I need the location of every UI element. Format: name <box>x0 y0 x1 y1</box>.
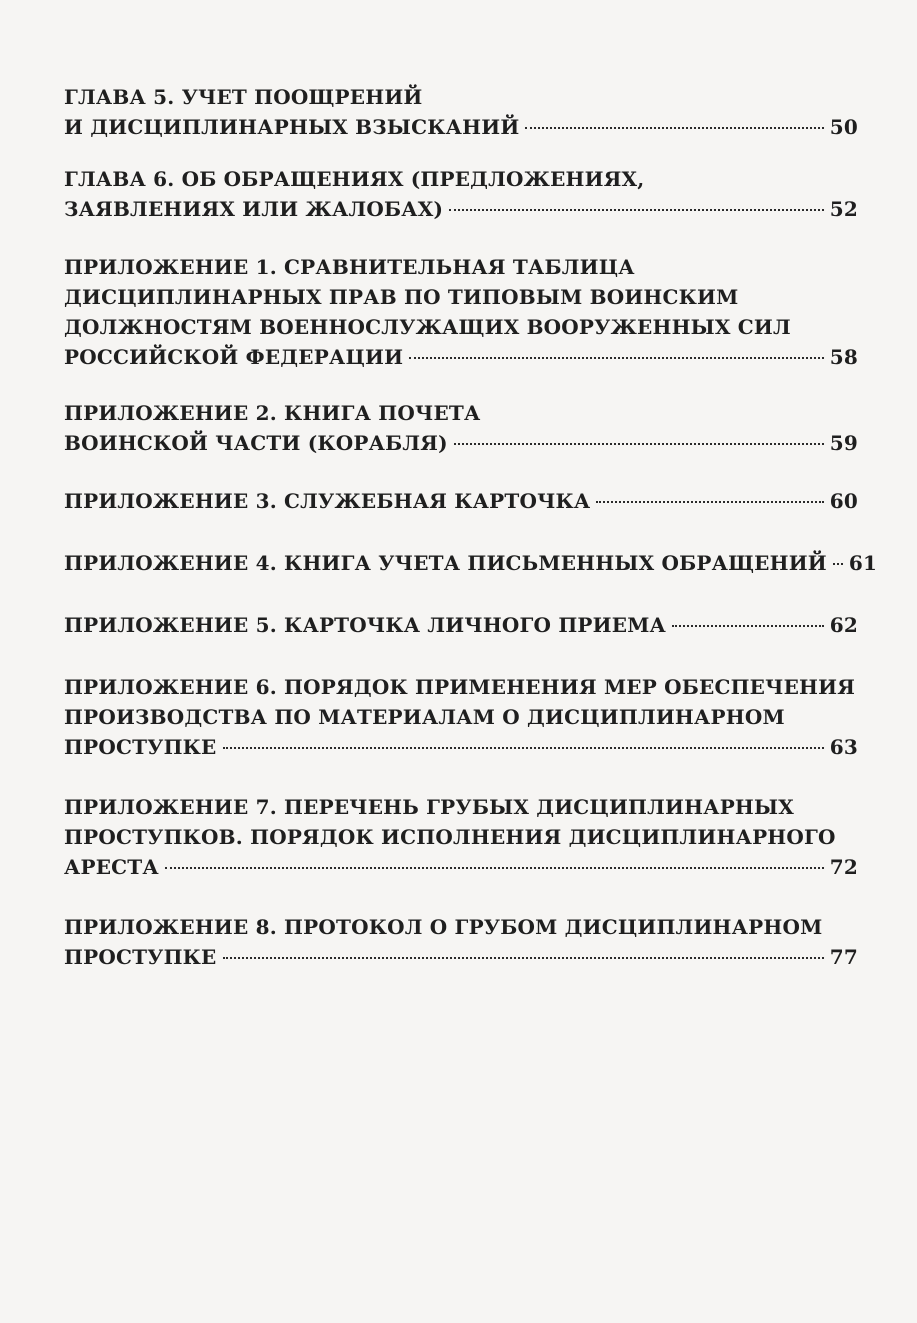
dot-leader <box>596 501 823 503</box>
toc-entry-appendix-3 <box>64 486 858 516</box>
toc-entry-last-line <box>64 548 878 578</box>
page-number: 77 <box>829 945 858 969</box>
dot-leader <box>672 625 824 627</box>
toc-entry-appendix-6 <box>64 672 858 762</box>
toc-entry-last-line <box>64 194 858 224</box>
dot-leader <box>525 127 823 129</box>
toc-entry-line: ПРОСТУПКОВ. ПОРЯДОК ИСПОЛНЕНИЯ ДИСЦИПЛИНАРНОГО <box>64 825 836 849</box>
toc-entry-text: ПРИЛОЖЕНИЕ 3. СЛУЖЕБНАЯ КАРТОЧКА <box>64 489 591 513</box>
dot-leader <box>449 209 824 211</box>
toc-entry-appendix-7 <box>64 792 858 882</box>
page-number: 60 <box>829 489 858 513</box>
toc-entry-chapter-5 <box>64 82 858 142</box>
toc-entry-line: ПРИЛОЖЕНИЕ 6. ПОРЯДОК ПРИМЕНЕНИЯ МЕР ОБЕСПЕЧЕНИЯ <box>64 675 856 699</box>
toc-entry-chapter-6 <box>64 164 858 224</box>
toc-entry-line: ПРИЛОЖЕНИЕ 7. ПЕРЕЧЕНЬ ГРУБЫХ ДИСЦИПЛИНАРНЫХ <box>64 795 794 819</box>
dot-leader <box>833 563 843 565</box>
page-number: 62 <box>829 613 858 637</box>
page-number: 61 <box>848 551 878 575</box>
toc-entry-line: ПРОИЗВОДСТВА ПО МАТЕРИАЛАМ О ДИСЦИПЛИНАРНОМ <box>64 705 785 729</box>
page-number: 58 <box>829 345 858 369</box>
toc-entry-line: ПРИЛОЖЕНИЕ 2. КНИГА ПОЧЕТА <box>64 401 481 425</box>
toc-entry-appendix-5 <box>64 610 858 640</box>
toc-entry-last-line <box>64 732 858 762</box>
dot-leader <box>223 957 824 959</box>
toc-entry-line: ГЛАВА 5. УЧЕТ ПООЩРЕНИЙ <box>64 85 423 109</box>
dot-leader <box>409 357 824 359</box>
toc-entry-text: И ДИСЦИПЛИНАРНЫХ ВЗЫСКАНИЙ <box>64 115 520 139</box>
page-number: 52 <box>829 197 858 221</box>
dot-leader <box>223 747 824 749</box>
toc-entry-last-line <box>64 852 858 882</box>
toc-entry-text: АРЕСТА <box>64 855 159 879</box>
toc-entry-last-line <box>64 942 858 972</box>
page-number: 72 <box>829 855 858 879</box>
toc-entry-line: ДИСЦИПЛИНАРНЫХ ПРАВ ПО ТИПОВЫМ ВОИНСКИМ <box>64 285 739 309</box>
toc-entry-text: ПРОСТУПКЕ <box>64 945 217 969</box>
toc-entry-text: РОССИЙСКОЙ ФЕДЕРАЦИИ <box>64 345 404 369</box>
toc-entry-last-line <box>64 428 858 458</box>
table-of-contents <box>64 82 878 972</box>
toc-entry-appendix-2 <box>64 398 858 458</box>
toc-entry-last-line <box>64 112 858 142</box>
dot-leader <box>165 867 824 869</box>
dot-leader <box>454 443 824 445</box>
toc-entry-line: ДОЛЖНОСТЯМ ВОЕННОСЛУЖАЩИХ ВООРУЖЕННЫХ СИЛ <box>64 315 791 339</box>
toc-entry-line: ПРИЛОЖЕНИЕ 1. СРАВНИТЕЛЬНАЯ ТАБЛИЦА <box>64 255 635 279</box>
toc-entry-text: ПРОСТУПКЕ <box>64 735 217 759</box>
toc-entry-text: ПРИЛОЖЕНИЕ 4. КНИГА УЧЕТА ПИСЬМЕННЫХ ОБРАЩЕНИЙ <box>64 551 827 575</box>
page-number: 63 <box>829 735 858 759</box>
toc-entry-text: ЗАЯВЛЕНИЯХ ИЛИ ЖАЛОБАХ) <box>64 197 444 221</box>
page-number: 59 <box>829 431 858 455</box>
toc-entry-appendix-4 <box>64 548 878 578</box>
toc-entry-text: ВОИНСКОЙ ЧАСТИ (КОРАБЛЯ) <box>64 431 448 455</box>
toc-entry-appendix-1 <box>64 252 858 372</box>
toc-entry-last-line <box>64 486 858 516</box>
toc-entry-line: ПРИЛОЖЕНИЕ 8. ПРОТОКОЛ О ГРУБОМ ДИСЦИПЛИНАРНОМ <box>64 915 823 939</box>
page-number: 50 <box>829 115 858 139</box>
toc-entry-last-line <box>64 610 858 640</box>
toc-entry-text: ПРИЛОЖЕНИЕ 5. КАРТОЧКА ЛИЧНОГО ПРИЕМА <box>64 613 667 637</box>
toc-entry-line: ГЛАВА 6. ОБ ОБРАЩЕНИЯХ (ПРЕДЛОЖЕНИЯХ, <box>64 167 645 191</box>
toc-entry-last-line <box>64 342 858 372</box>
toc-entry-appendix-8 <box>64 912 858 972</box>
